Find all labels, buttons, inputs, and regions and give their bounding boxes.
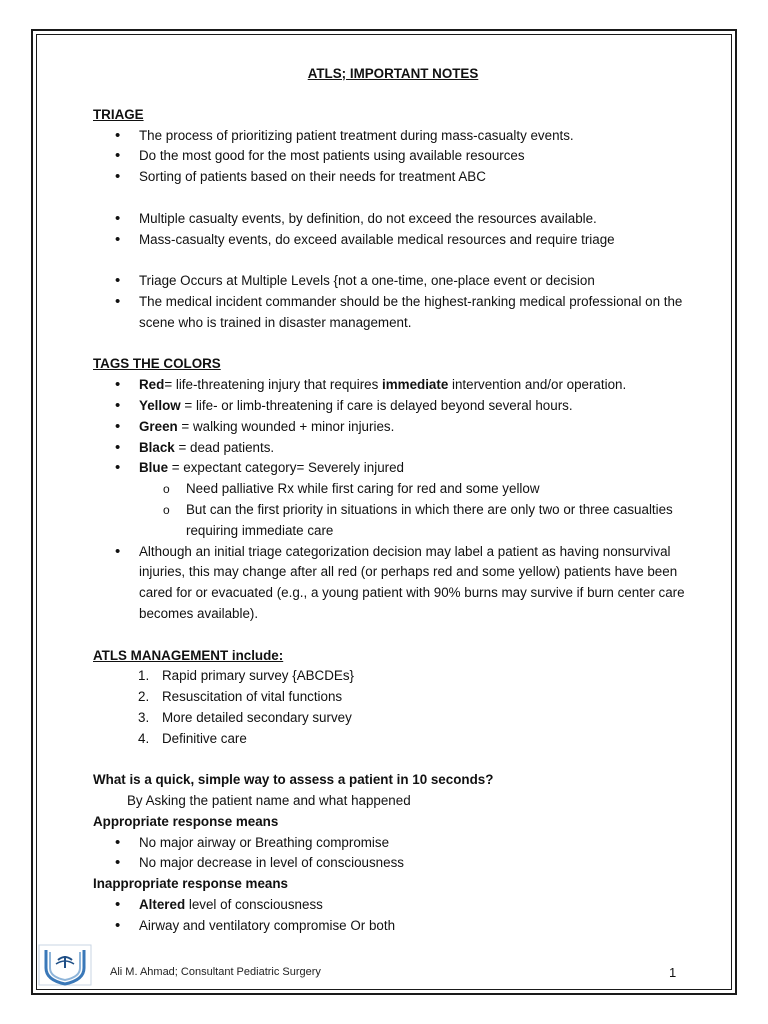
document-title: ATLS; IMPORTANT NOTES <box>307 66 479 81</box>
list-item: • No major airway or Breathing compromise <box>93 833 693 854</box>
tag-black-text: = dead patients. <box>174 439 275 455</box>
tag-green <box>93 417 693 438</box>
tag-red <box>93 375 693 396</box>
tag-green-text: = walking wounded + minor injuries. <box>177 418 395 434</box>
item-text: Rapid primary survey {ABCDEs} <box>162 668 354 684</box>
appropriate-heading: Appropriate response means <box>93 813 279 829</box>
tag-blue <box>93 458 693 479</box>
page-footer <box>38 944 688 988</box>
quick-question: What is a quick, simple way to assess a patient in 10 seconds? <box>93 772 494 788</box>
list-item: • Sorting of patients based on their needs for treatment ABC <box>93 167 693 188</box>
item-number: 2. <box>138 689 150 705</box>
item-text: More detailed secondary survey <box>162 709 352 725</box>
tag-black <box>93 438 693 459</box>
tag-yellow <box>93 396 693 417</box>
tags-note-list <box>93 542 693 625</box>
tag-green-label: Green <box>139 418 178 434</box>
list-item <box>93 729 693 750</box>
list-item: • Triage Occurs at Multiple Levels {not a one-time, one-place event or decision <box>93 271 693 292</box>
tags-note: • Although an initial triage categorization decision may label a patient as having nonsurvival injuries, this may change after all red (or perhaps red and some yellow) patients have been cared for or evacuated (e.g., a young patient with 90% burns may survive if burn center care becomes available). <box>93 542 693 625</box>
tag-red-text-b: intervention and/or operation. <box>448 377 627 393</box>
inappropriate-list <box>93 895 693 937</box>
list-item: o Need palliative Rx while first caring for red and some yellow <box>93 479 693 500</box>
altered-label: Altered <box>139 897 186 913</box>
list-item: • Multiple casualty events, by definition, do not exceed the resources available. <box>93 209 693 230</box>
item-number: 1. <box>138 668 150 684</box>
list-item: o But can the first priority in situations in which there are only two or three casualties requiring immediate care <box>93 500 693 542</box>
footer-author: Ali M. Ahmad; Consultant Pediatric Surgery <box>110 966 321 978</box>
quick-answer: By Asking the patient name and what happened <box>127 793 411 809</box>
appropriate-list <box>93 833 693 875</box>
item-text: Resuscitation of vital functions <box>162 689 343 705</box>
list-item: • Airway and ventilatory compromise Or both <box>93 916 693 937</box>
altered-text: level of consciousness <box>185 897 323 913</box>
document-body <box>93 64 693 937</box>
tag-blue-text: = expectant category= Severely injured <box>168 460 404 476</box>
tags-heading: TAGS THE COLORS <box>93 356 221 372</box>
list-item <box>93 895 693 916</box>
management-heading: ATLS MANAGEMENT include: <box>93 647 284 663</box>
list-item <box>93 708 693 729</box>
list-item <box>93 687 693 708</box>
tag-blue-sublist <box>93 479 693 541</box>
tag-blue-label: Blue <box>139 460 169 476</box>
item-text: Definitive care <box>162 730 247 746</box>
item-number: 4. <box>138 730 150 746</box>
inappropriate-heading: Inappropriate response means <box>93 876 288 892</box>
tag-red-text-a: = life-threatening injury that requires <box>164 377 383 393</box>
management-list <box>93 666 693 749</box>
hospital-logo-icon <box>38 944 92 986</box>
page-number: 1 <box>669 965 677 980</box>
tag-red-emphasis: immediate <box>382 377 449 393</box>
list-item: • The medical incident commander should be the highest-ranking medical professional on the scene who is trained in disaster management. <box>93 292 693 334</box>
triage-list-3 <box>93 271 693 333</box>
triage-list-2 <box>93 209 693 251</box>
list-item: • The process of prioritizing patient treatment during mass-casualty events. <box>93 126 693 147</box>
list-item: • Do the most good for the most patients using available resources <box>93 146 693 167</box>
list-item: • Mass-casualty events, do exceed available medical resources and require triage <box>93 230 693 251</box>
item-number: 3. <box>138 709 150 725</box>
triage-heading: TRIAGE <box>93 106 144 122</box>
tag-red-label: Red <box>139 377 165 393</box>
list-item <box>93 666 693 687</box>
list-item: • No major decrease in level of consciousness <box>93 853 693 874</box>
triage-list-1 <box>93 126 693 188</box>
tag-yellow-label: Yellow <box>139 397 181 413</box>
tag-black-label: Black <box>139 439 175 455</box>
tag-yellow-text: = life- or limb-threatening if care is delayed beyond several hours. <box>180 397 573 413</box>
tags-list <box>93 375 693 479</box>
